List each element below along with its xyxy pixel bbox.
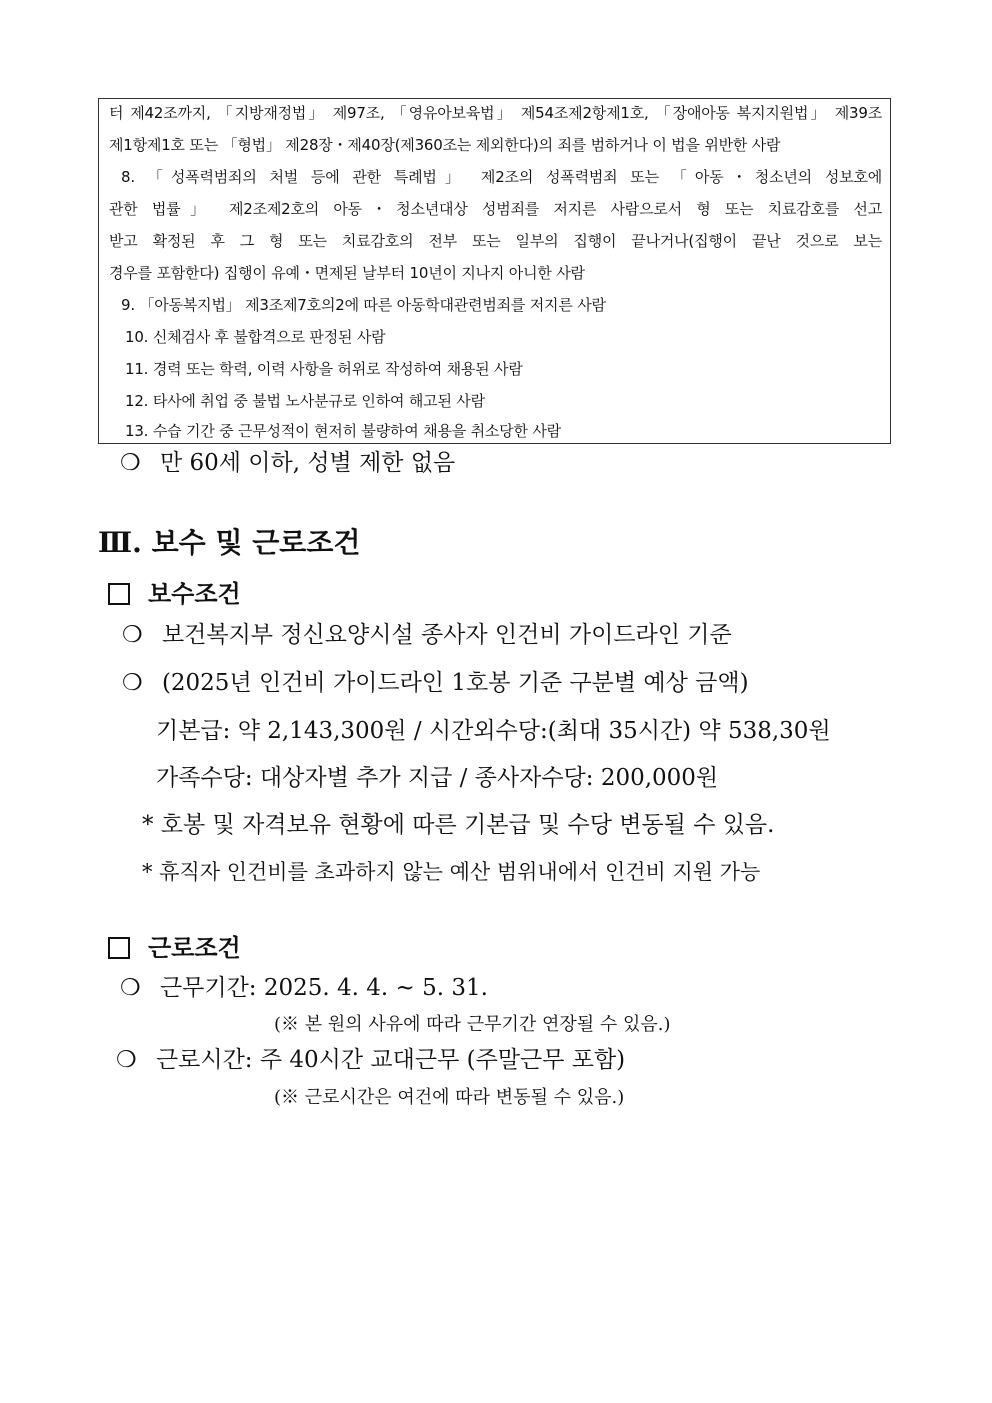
pay-item-guideline bbox=[122, 620, 732, 650]
box-line: 9. 「아동복지법」 제3조제7호의2에 따른 아동학대관련범죄를 저지른 사람 bbox=[121, 296, 606, 314]
pay-item-estimate bbox=[122, 668, 749, 698]
work-period-note: (※ 본 원의 사유에 따라 근무기간 연장될 수 있음.) bbox=[274, 1014, 671, 1035]
box-line: 터 제42조까지, 「지방재정법」 제97조, 「영유아보육법」 제54조제2항제1호, 「장애아동 복지지원법」 제39조 bbox=[109, 104, 882, 122]
circle-bullet-icon: ❍ bbox=[122, 622, 143, 648]
box-line: 관한 법률」 제2조제2호의 아동・청소년대상 성범죄를 저지른 사람으로서 형 또는 치료감호를 선고 bbox=[109, 200, 882, 218]
circle-bullet-icon: ❍ bbox=[116, 1047, 137, 1073]
section-title: Ⅲ. 보수 및 근로조건 bbox=[98, 526, 361, 559]
pay-note: * 휴직자 인건비를 초과하지 않는 예산 범위내에서 인건비 지원 가능 bbox=[142, 860, 761, 884]
circle-bullet-icon: ❍ bbox=[122, 670, 143, 696]
circle-bullet-icon: ❍ bbox=[120, 450, 141, 476]
work-period-text: 근무기간: 2025. 4. 4. ~ 5. 31. bbox=[159, 975, 488, 1001]
pay-note: * 호봉 및 자격보유 현황에 따른 기본급 및 수당 변동될 수 있음. bbox=[142, 812, 775, 838]
disqualification-box bbox=[98, 98, 891, 444]
checkbox-square-icon bbox=[108, 583, 130, 605]
age-item-text: 만 60세 이하, 성별 제한 없음 bbox=[159, 450, 456, 476]
work-hours-text: 근로시간: 주 40시간 교대근무 (주말근무 포함) bbox=[155, 1047, 626, 1073]
box-line: 제1항제1호 또는 「형법」 제28장・제40장(제360조는 제외한다)의 죄를 범하거나 이 법을 위반한 사람 bbox=[109, 136, 781, 154]
work-hours-note: (※ 근로시간은 여건에 따라 변동될 수 있음.) bbox=[274, 1087, 625, 1108]
pay-heading: 보수조건 bbox=[148, 579, 241, 608]
work-heading: 근로조건 bbox=[148, 933, 241, 962]
box-line: 8. 「성폭력범죄의 처벌 등에 관한 특례법」 제2조의 성폭력범죄 또는 「아동・청소년의 성보호에 bbox=[121, 168, 882, 186]
work-period bbox=[120, 973, 488, 1003]
box-line: 11. 경력 또는 학력, 이력 사항을 허위로 작성하여 채용된 사람 bbox=[125, 360, 523, 378]
pay-item-text: 보건복지부 정신요양시설 종사자 인건비 가이드라인 기준 bbox=[161, 622, 732, 648]
circle-bullet-icon: ❍ bbox=[120, 975, 141, 1001]
work-hours bbox=[116, 1045, 625, 1075]
checkbox-square-icon bbox=[108, 937, 130, 959]
box-line: 12. 타사에 취업 중 불법 노사분규로 인하여 해고된 사람 bbox=[125, 392, 485, 410]
box-line: 경우를 포함한다) 집행이 유예・면제된 날부터 10년이 지나지 아니한 사람 bbox=[109, 264, 585, 282]
box-line: 10. 신체검사 후 불합격으로 판정된 사람 bbox=[125, 328, 386, 346]
box-line: 13. 수습 기간 중 근무성적이 현저히 불량하여 채용을 취소당한 사람 bbox=[125, 422, 561, 440]
pay-detail-allowance: 가족수당: 대상자별 추가 지급 / 종사자수당: 200,000원 bbox=[156, 765, 719, 791]
pay-detail-basic: 기본급: 약 2,143,300원 / 시간외수당:(최대 35시간) 약 538,30원 bbox=[156, 718, 831, 744]
age-item bbox=[120, 448, 455, 478]
box-line: 받고 확정된 후 그 형 또는 치료감호의 전부 또는 일부의 집행이 끝나거나(집행이 끝난 것으로 보는 bbox=[109, 232, 882, 250]
pay-item-text: (2025년 인건비 가이드라인 1호봉 기준 구분별 예상 금액) bbox=[161, 670, 749, 696]
